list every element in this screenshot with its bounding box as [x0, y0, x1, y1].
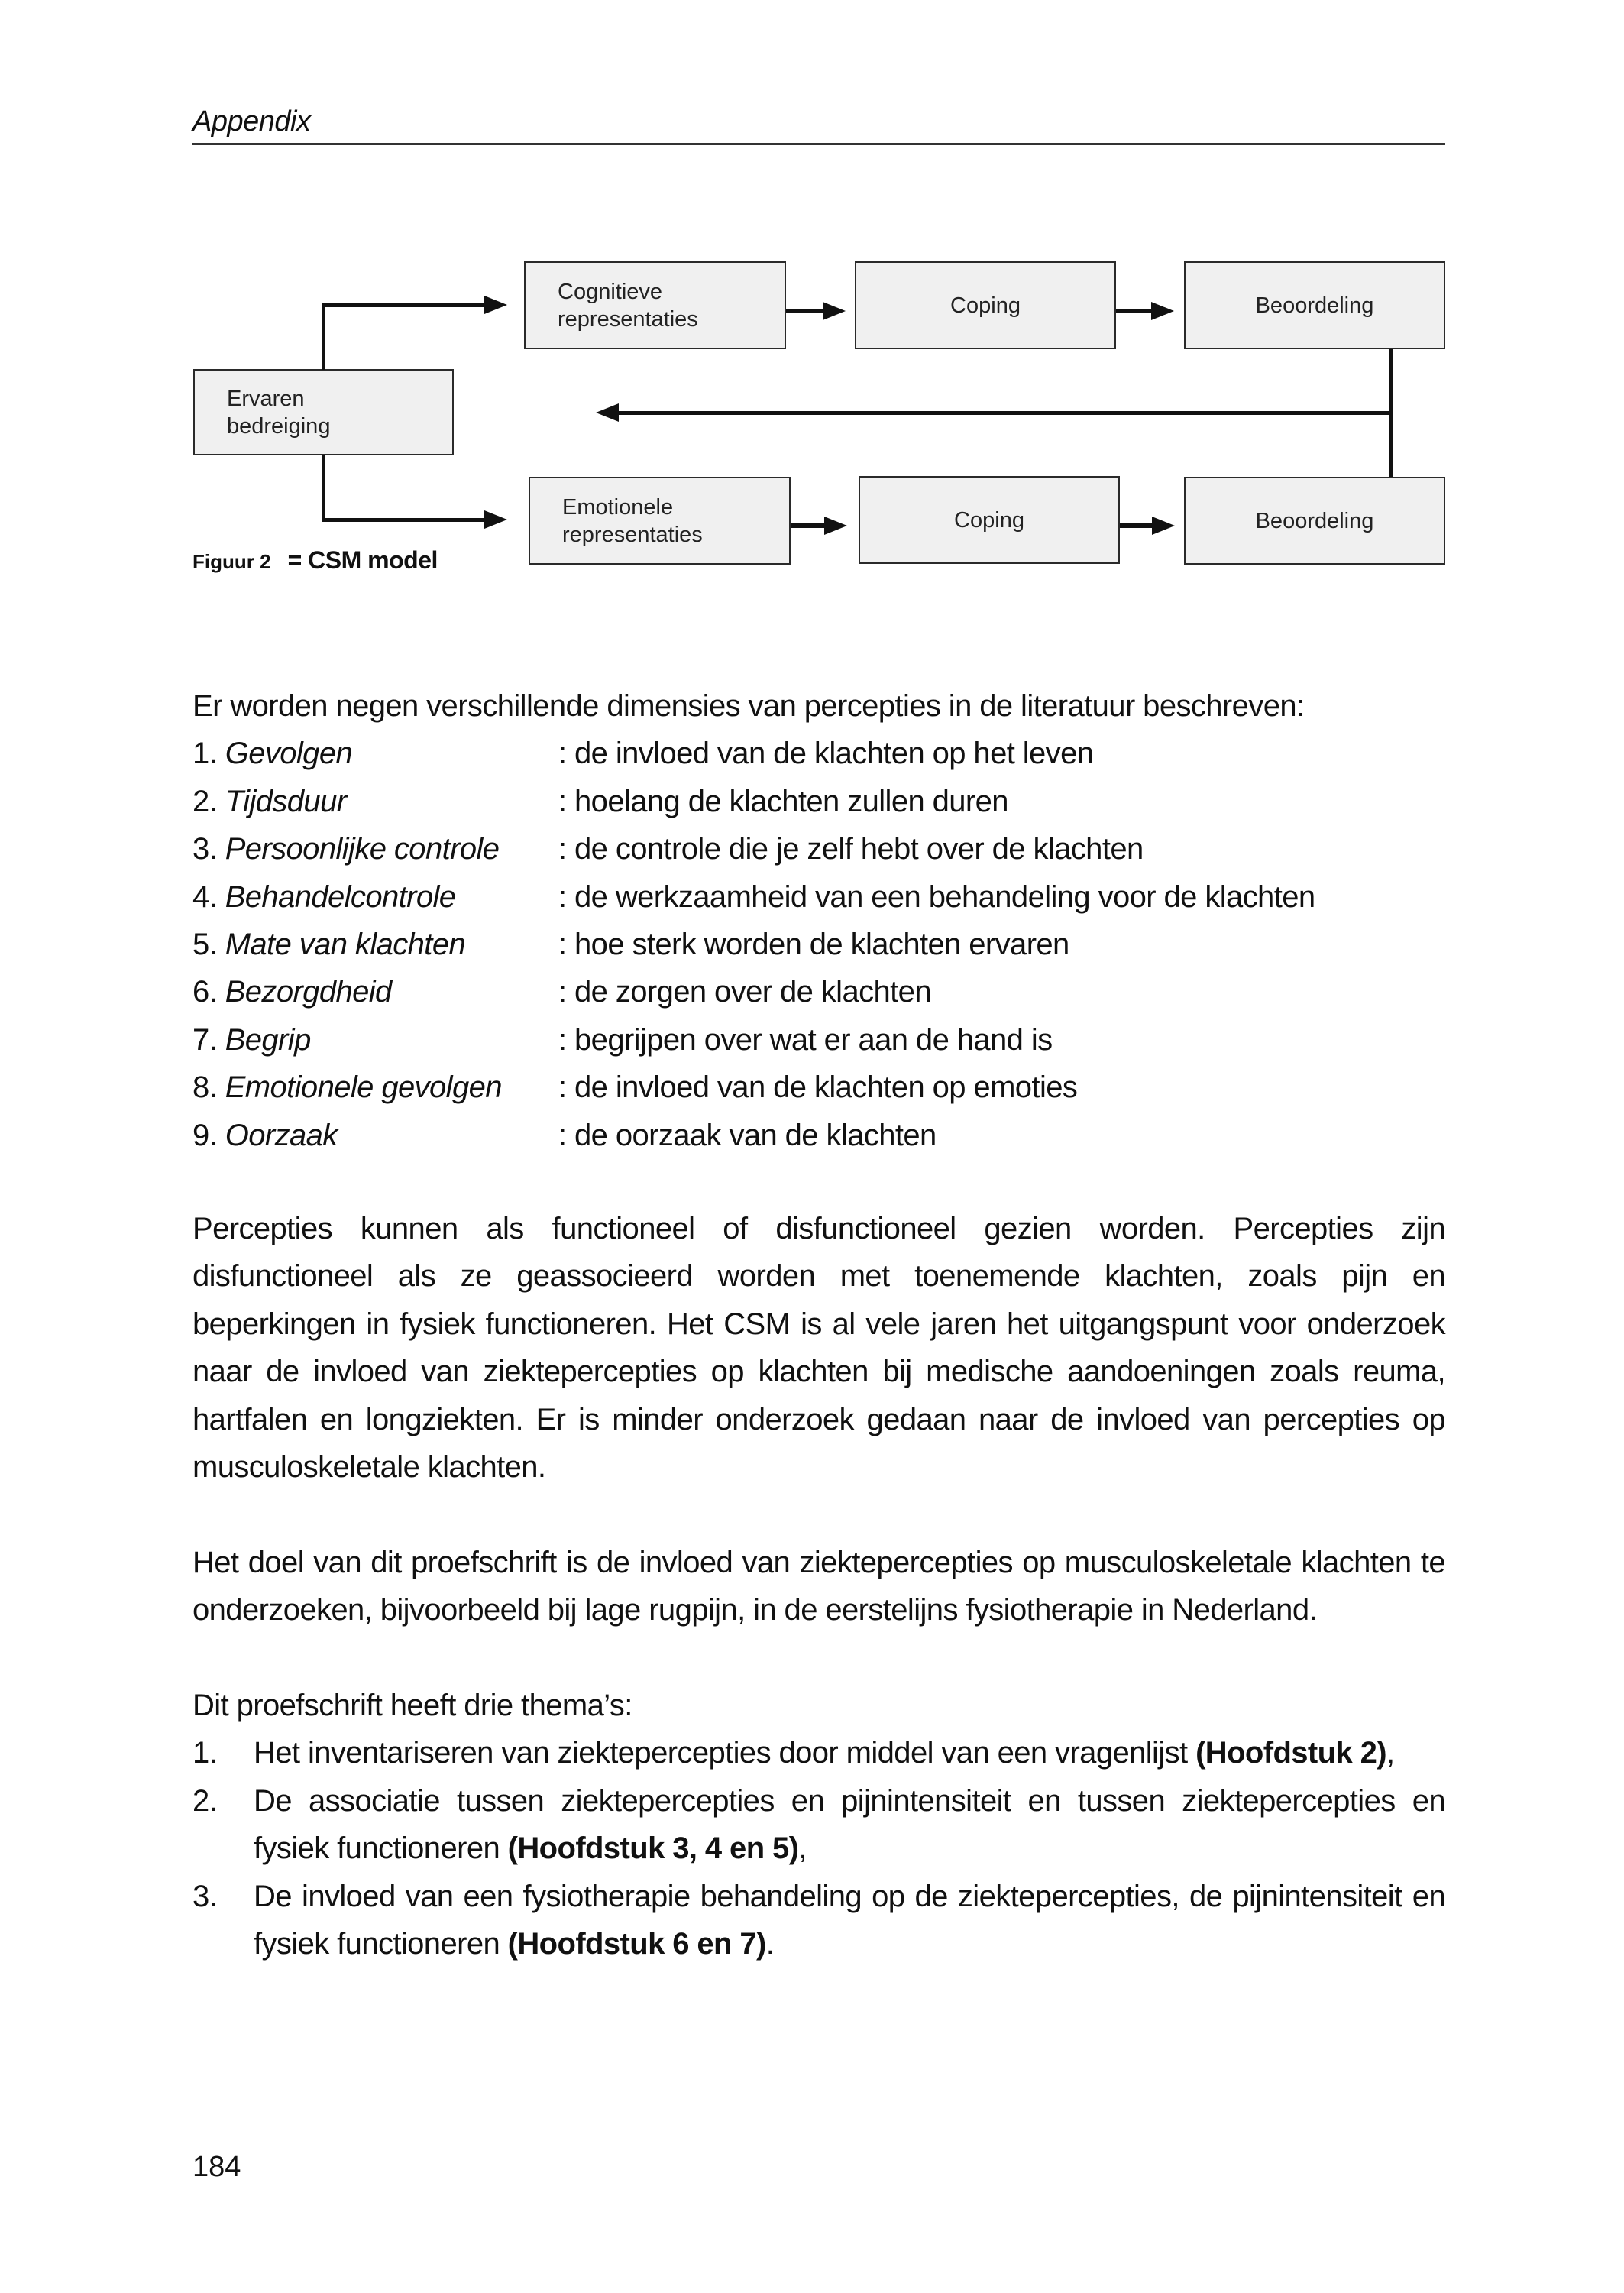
- arrow-right-icon: [1151, 302, 1174, 320]
- arrow-right-icon: [484, 510, 507, 529]
- themes-intro: Dit proefschrift heeft drie thema’s:: [192, 1689, 632, 1722]
- dimension-item: [192, 921, 1445, 968]
- item-number: 2.: [192, 1783, 218, 1818]
- dimensions-section: [192, 682, 1445, 1159]
- punctuation: ,: [1386, 1736, 1395, 1770]
- node-label-line2: representaties: [558, 306, 698, 332]
- dimension-desc: : de invloed van de klachten op emoties: [558, 1070, 1078, 1105]
- dimension-item: [192, 778, 1445, 825]
- page-number: 184: [192, 2151, 241, 2183]
- dimension-term: Mate van klachten: [225, 928, 466, 962]
- node-label: Beoordeling: [1255, 293, 1374, 318]
- dimension-item: [192, 1016, 1445, 1064]
- node-cognitieve-representaties: [524, 261, 786, 349]
- figure-caption: [192, 546, 438, 575]
- item-number: 1.: [192, 1736, 218, 1770]
- csm-model-diagram: [0, 0, 1624, 611]
- dimension-term: Oorzaak: [225, 1118, 338, 1152]
- dimension-item: [192, 730, 1445, 777]
- node-beoordeling-cognitive: [1184, 261, 1445, 349]
- chapter-reference: (Hoofdstuk 3, 4 en 5): [507, 1831, 799, 1866]
- arrow-left-icon: [596, 403, 619, 422]
- node-label: Coping: [954, 507, 1024, 533]
- feedback-line-horizontal: [617, 411, 1393, 415]
- chapter-reference: (Hoofdstuk 2): [1195, 1736, 1387, 1770]
- punctuation: ,: [798, 1831, 807, 1866]
- node-coping-emotional: [859, 476, 1120, 564]
- chapter-reference: (Hoofdstuk 6 en 7): [507, 1927, 766, 1961]
- paragraph-doel: Het doel van dit proefschrift is de invloed van ziektepercepties op musculoskeletale klachten te onderzoeken, bijvoorbeeld bij lage rugpijn, in de eerstelijns fysiotherapie in Nederland.: [192, 1546, 1445, 1627]
- dimension-desc: : de invloed van de klachten op het leven: [558, 737, 1094, 771]
- arrow-right-icon: [824, 517, 847, 535]
- dimension-desc: : de oorzaak van de klachten: [558, 1118, 937, 1152]
- node-label: Beoordeling: [1255, 508, 1374, 533]
- dimension-item: [192, 1112, 1445, 1159]
- dimension-term: Behandelcontrole: [225, 879, 456, 914]
- dimension-desc: : begrijpen over wat er aan de hand is: [558, 1022, 1053, 1057]
- item-number: 3.: [192, 1879, 218, 1913]
- item-number: 6.: [192, 975, 218, 1009]
- connector-line: [322, 303, 325, 370]
- item-number: 1.: [192, 737, 218, 771]
- node-beoordeling-emotional: [1184, 477, 1445, 565]
- arrow-right-icon: [1152, 517, 1175, 535]
- connector-line: [322, 455, 325, 521]
- dimension-desc: : de werkzaamheid van een behandeling voor de klachten: [558, 879, 1315, 914]
- dimension-desc: : de controle die je zelf hebt over de klachten: [558, 832, 1144, 866]
- connector-line: [322, 303, 486, 307]
- node-emotionele-representaties: [529, 477, 791, 565]
- theme-text: Het inventariseren van ziektepercepties door middel van een vragenlijst: [254, 1736, 1196, 1770]
- item-number: 4.: [192, 879, 218, 914]
- running-header: Appendix: [192, 105, 311, 138]
- connector-line: [786, 309, 824, 313]
- item-number: 9.: [192, 1118, 218, 1152]
- item-number: 7.: [192, 1022, 218, 1057]
- punctuation: .: [765, 1927, 775, 1961]
- theme-item: [192, 1777, 1445, 1873]
- item-number: 8.: [192, 1070, 218, 1105]
- caption-text: = CSM model: [287, 546, 438, 574]
- dimension-desc: : hoelang de klachten zullen duren: [558, 784, 1008, 818]
- connector-line: [322, 518, 486, 522]
- item-number: 5.: [192, 928, 218, 962]
- themes-section: [192, 1682, 1445, 1968]
- node-label: Coping: [950, 293, 1021, 318]
- node-label-line1: Ervaren: [227, 386, 305, 411]
- arrow-right-icon: [484, 296, 507, 314]
- theme-text: De associatie tussen ziektepercepties en pijnintensiteit en tussen ziektepercepties en fysiek functioneren: [254, 1783, 1445, 1866]
- dimension-item: [192, 968, 1445, 1015]
- dimension-term: Emotionele gevolgen: [225, 1070, 502, 1105]
- dimension-term: Persoonlijke controle: [225, 832, 500, 866]
- dimension-term: Begrip: [225, 1022, 311, 1057]
- arrow-right-icon: [823, 302, 846, 320]
- dimension-term: Gevolgen: [225, 737, 353, 771]
- dimension-term: Tijdsduur: [225, 784, 347, 818]
- dimension-desc: : de zorgen over de klachten: [558, 975, 931, 1009]
- dimension-item: [192, 873, 1445, 921]
- connector-line: [1120, 523, 1153, 528]
- item-number: 3.: [192, 832, 218, 866]
- paragraph-percepties: Percepties kunnen als functioneel of disfunctioneel gezien worden. Percepties zijn disfunctioneel als ze geassocieerd worden met toenemende klachten, zoals pijn en beperkingen in fysiek functioneren. Het CSM is al vele jaren het uitgangspunt voor onderzoek naar de invloed van ziektepercepties op klachten bij medische aandoeningen zoals reuma, hartfalen en longziekten. Er is minder onderzoek gedaan naar de invloed van percepties op musculoskeletale klachten.: [192, 1212, 1445, 1485]
- connector-line: [1116, 309, 1153, 313]
- dimension-item: [192, 825, 1445, 873]
- node-ervaren-bedreiging: [193, 369, 454, 455]
- intro-sentence: Er worden negen verschillende dimensies van percepties in de literatuur beschreven:: [192, 689, 1305, 723]
- node-coping-cognitive: [855, 261, 1116, 349]
- theme-item: [192, 1729, 1445, 1776]
- theme-item: [192, 1873, 1445, 1968]
- item-number: 2.: [192, 784, 218, 818]
- node-label-line1: Cognitieve: [558, 279, 663, 304]
- node-label-line2: representaties: [562, 522, 703, 547]
- node-label-line1: Emotionele: [562, 494, 674, 520]
- caption-label: Figuur 2: [192, 550, 271, 573]
- connector-line: [791, 523, 826, 528]
- dimension-item: [192, 1064, 1445, 1111]
- theme-text: De invloed van een fysiotherapie behandeling op de ziektepercepties, de pijnintensiteit en fysiek functioneren: [254, 1879, 1445, 1961]
- dimension-term: Bezorgdheid: [225, 975, 392, 1009]
- node-label-line2: bedreiging: [227, 413, 331, 439]
- dimension-desc: : hoe sterk worden de klachten ervaren: [558, 928, 1069, 962]
